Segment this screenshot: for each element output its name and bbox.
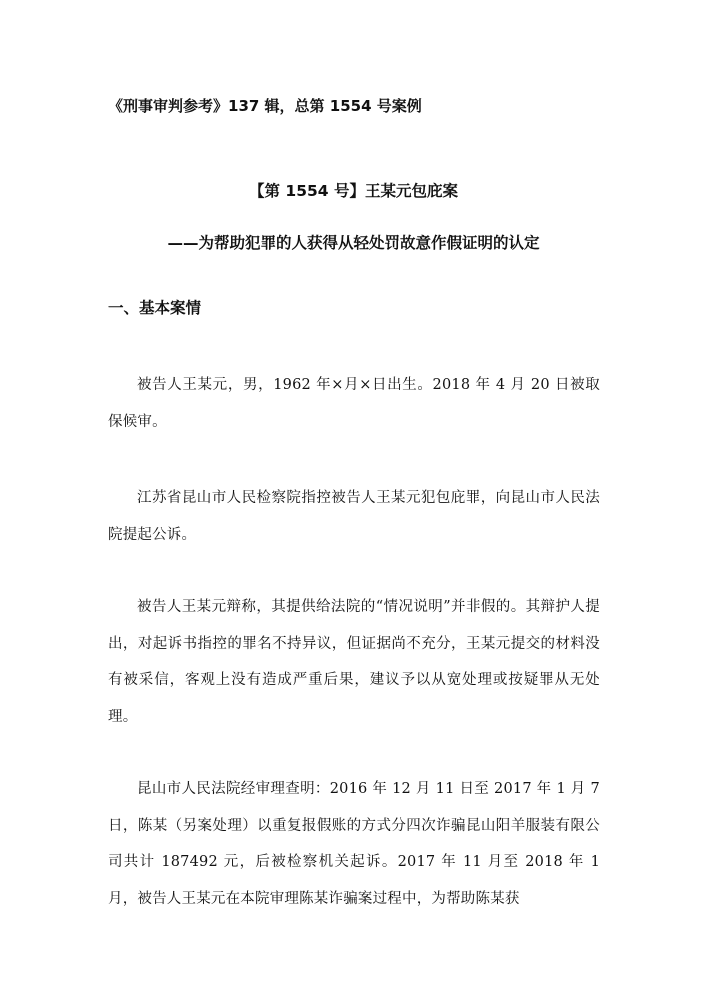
paragraph-prosecution: 江苏省昆山市人民检察院指控被告人王某元犯包庇罪，向昆山市人民法院提起公诉。 [108,490,600,543]
case-subtitle: ——为帮助犯罪的人获得从轻处罚故意作假证明的认定 [167,234,540,252]
paragraph-court-findings: 昆山市人民法院经审理查明：2016 年 12 月 11 日至 2017 年 1 月 7 日，陈某（另案处理）以重复报假账的方式分四次诈骗昆山阳羊服装有限公司共计 187492 元，后被检察机关起诉。2017 年 11 月至 2018 年 1 月，被告人王某元在本院审理陈某诈骗案过程中，为帮助陈某获 [108,781,600,907]
source-reference: 《刑事审判参考》137 辑，总第 1554 号案例 [108,97,422,115]
case-title: 【第 1554 号】王某元包庇案 [249,182,458,200]
paragraph-defense: 被告人王某元辩称，其提供给法院的“情况说明”并非假的。其辩护人提出，对起诉书指控的罪名不持异议，但证据尚不充分，王某元提交的材料没有被采信，客观上没有造成严重后果，建议予以从宽处理或按疑罪从无处理。 [108,599,600,725]
section-heading: 一、基本案情 [108,299,202,317]
paragraph-defendant-info: 被告人王某元，男，1962 年×月×日出生。2018 年 4 月 20 日被取保候审。 [108,377,600,430]
